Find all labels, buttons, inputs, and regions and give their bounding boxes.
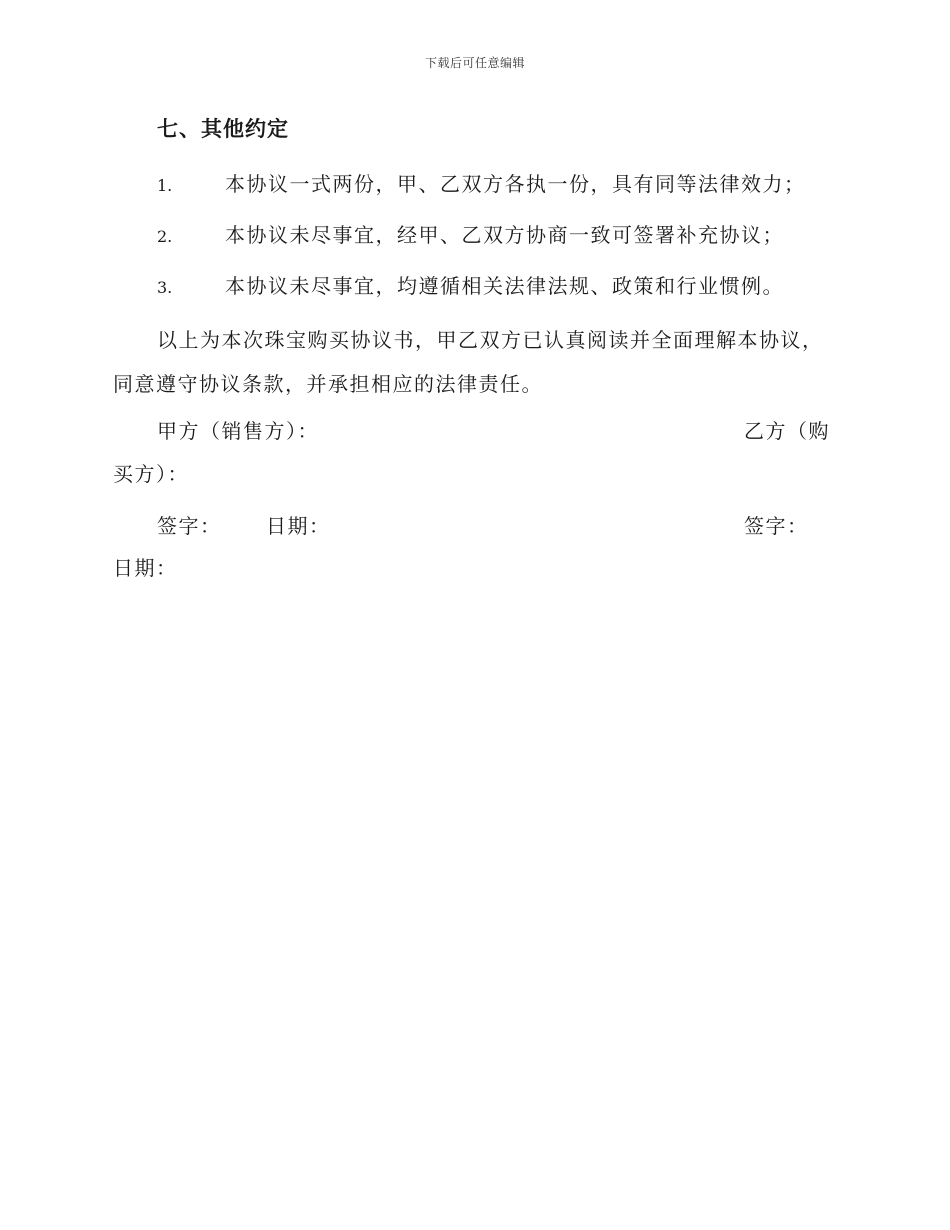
clause-text: 本协议未尽事宜，经甲、乙双方协商一致可签署补充协议； xyxy=(225,223,784,247)
clause-number: 2. xyxy=(157,227,173,246)
clause-item xyxy=(157,270,784,299)
section-title: 七、其他约定 xyxy=(157,117,289,141)
party-b-label: 乙方（购 xyxy=(744,419,830,443)
clause-number: 1. xyxy=(157,176,173,195)
clause-number: 3. xyxy=(157,278,173,297)
party-a-label: 甲方（销售方）： xyxy=(157,419,319,443)
clause-item xyxy=(157,168,806,197)
clause-text: 本协议未尽事宜，均遵循相关法律法规、政策和行业惯例。 xyxy=(225,274,784,298)
summary-paragraph: 以上为本次珠宝购买协议书，甲乙双方已认真阅读并全面理解本协议，同意遵守协议条款，并承担相应的法律责任。 xyxy=(113,328,824,396)
clause-item xyxy=(157,219,784,248)
party-b-label-continued: 买方）： xyxy=(113,462,189,486)
header-note: 下载后可任意编辑 xyxy=(424,56,525,70)
party-b-date-label: 日期： xyxy=(113,556,178,580)
clause-text: 本协议一式两份，甲、乙双方各执一份，具有同等法律效力； xyxy=(225,172,806,196)
party-b-signature-label: 签字： xyxy=(744,514,809,538)
party-a-date-label: 日期： xyxy=(266,514,331,538)
party-a-signature-label: 签字： xyxy=(157,514,222,538)
